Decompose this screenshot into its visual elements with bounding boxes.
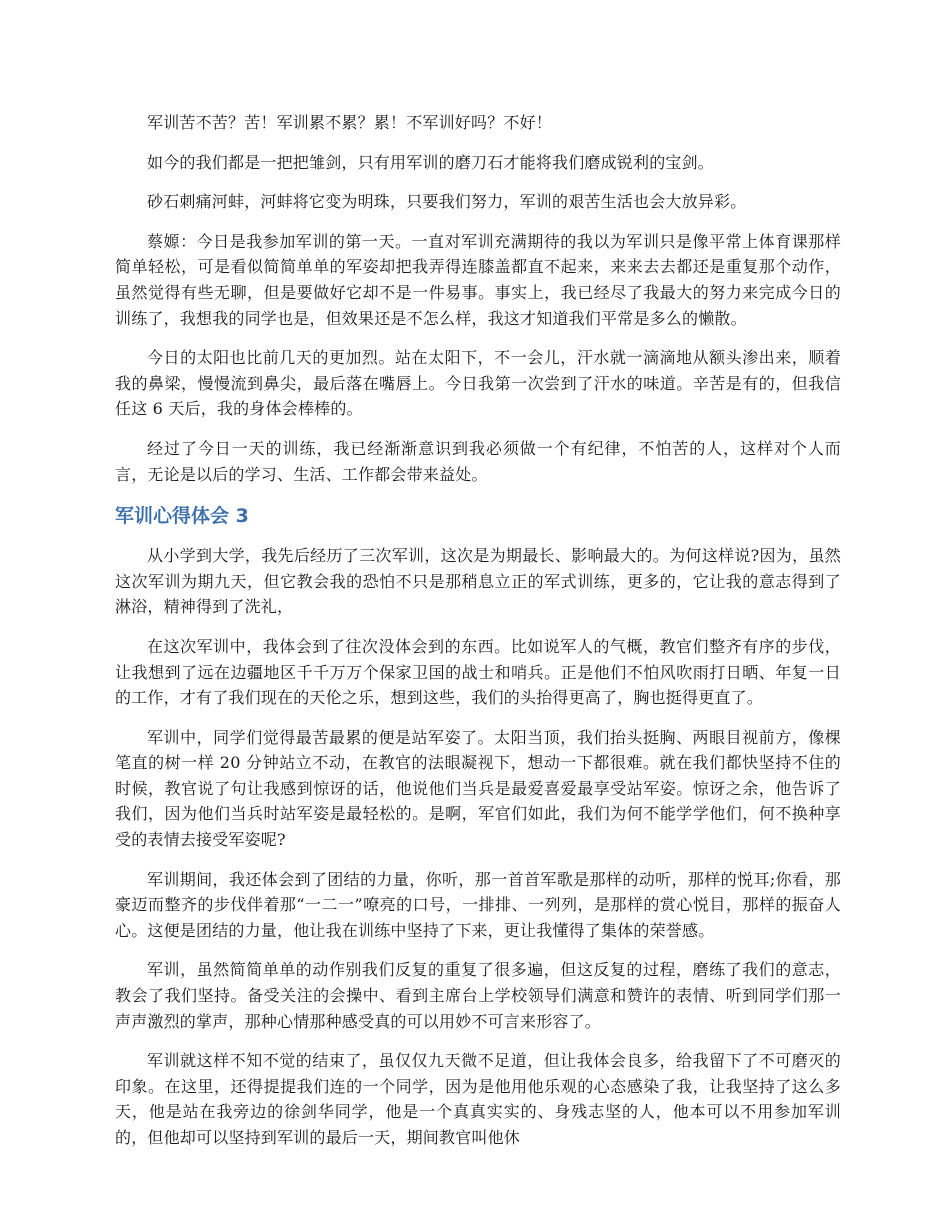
paragraph: 经过了今日一天的训练，我已经渐渐意识到我必须做一个有纪律，不怕苦的人，这样对个人而言，无论是以后的学习、生活、工作都会带来益处。 [115, 438, 841, 484]
paragraph: 军训，虽然简简单单的动作别我们反复的重复了很多遍，但这反复的过程，磨练了我们的意志，教会了我们坚持。备受关注的会操中、看到主席台上学校领导们满意和赞许的表情、听到同学们那一声声激烈的掌声，那种心情那种感受真的可以用妙不可言来形容了。 [115, 960, 841, 1031]
paragraph: 从小学到大学，我先后经历了三次军训，这次是为期最长、影响最大的。为何这样说?因为，虽然这次军训为期九天，但它教会我的恐怕不只是那稍息立正的军式训练，更多的，它让我的意志得到了淋浴，精神得到了洗礼， [115, 546, 841, 617]
paragraph: 军训苦不苦？苦！军训累不累？累！不军训好吗？不好！ [147, 113, 553, 132]
paragraph: 军训期间，我还体会到了团结的力量，你听，那一首首军歌是那样的动听，那样的悦耳;你看，那豪迈而整齐的步伐伴着那“一二一”嘹亮的口号，一排排、一列列，是那样的赏心悦目，那样的振奋人心。这便是团结的力量，他让我在训练中坚持了下来，更让我懂得了集体的荣誉感。 [115, 869, 841, 940]
paragraph: 军训中，同学们觉得最苦最累的便是站军姿了。太阳当顶，我们抬头挺胸、两眼目视前方，像棵笔直的树一样 20 分钟站立不动，在教官的法眼凝视下，想动一下都很难。就在我们都快坚持不住的时候，教官说了句让我感到惊讶的话，他说他们当兵是最爱喜爱最享受站军姿。惊讶之余，他告诉了我们，因为他们当兵时站军姿是最轻松的。是啊，军官们如此，我们为何不能学学他们，何不换种享受的表情去接受军姿呢? [115, 727, 841, 850]
paragraph: 军训就这样不知不觉的结束了，虽仅仅九天微不足道，但让我体会良多，给我留下了不可磨灭的印象。在这里，还得提提我们连的一个同学，因为是他用他乐观的心态感染了我，让我坚持了这么多天，他是站在我旁边的徐剑华同学，他是一个真真实实的、身残志坚的人，他本可以不用参加军训的，但他却可以坚持到军训的最后一天，期间教官叫他休 [115, 1051, 841, 1147]
paragraph: 如今的我们都是一把把雏剑，只有用军训的磨刀石才能将我们磨成锐利的宝剑。 [147, 152, 715, 172]
paragraph: 蔡嫄：今日是我参加军训的第一天。一直对军训充满期待的我以为军训只是像平常上体育课那样简单轻松，可是看似简简单单的军姿却把我弄得连膝盖都直不起来，来来去去都还是重复那个动作，虽然觉得有些无聊，但是要做好它却不是一件易事。事实上，我已经尽了我最大的努力来完成今日的训练了，我想我的同学也是，但效果还是不怎么样，我这才知道我们平常是多么的懒散。 [115, 231, 841, 328]
section-heading: 军训心得体会 3 [115, 505, 249, 528]
section-1 [115, 110, 841, 487]
document-page [115, 110, 841, 1165]
section-2 [115, 543, 841, 1150]
paragraph: 今日的太阳也比前几天的更加烈。站在太阳下，不一会儿，汗水就一滴滴地从额头渗出来，顺着我的鼻梁，慢慢流到鼻尖，最后落在嘴唇上。今日我第一次尝到了汗水的味道。辛苦是有的，但我信任这 6 天后，我的身体会棒棒的。 [115, 348, 841, 419]
paragraph: 在这次军训中，我体会到了往次没体会到的东西。比如说军人的气概，教官们整齐有序的步伐，让我想到了远在边疆地区千千万万个保家卫国的战士和哨兵。正是他们不怕风吹雨打日晒、年复一日的工作，才有了我们现在的天伦之乐，想到这些，我们的头抬得更高了，胸也挺得更直了。 [115, 636, 841, 708]
paragraph: 砂石刺痛河蚌，河蚌将它变为明珠，只要我们努力，军训的艰苦生活也会大放异彩。 [147, 192, 747, 212]
